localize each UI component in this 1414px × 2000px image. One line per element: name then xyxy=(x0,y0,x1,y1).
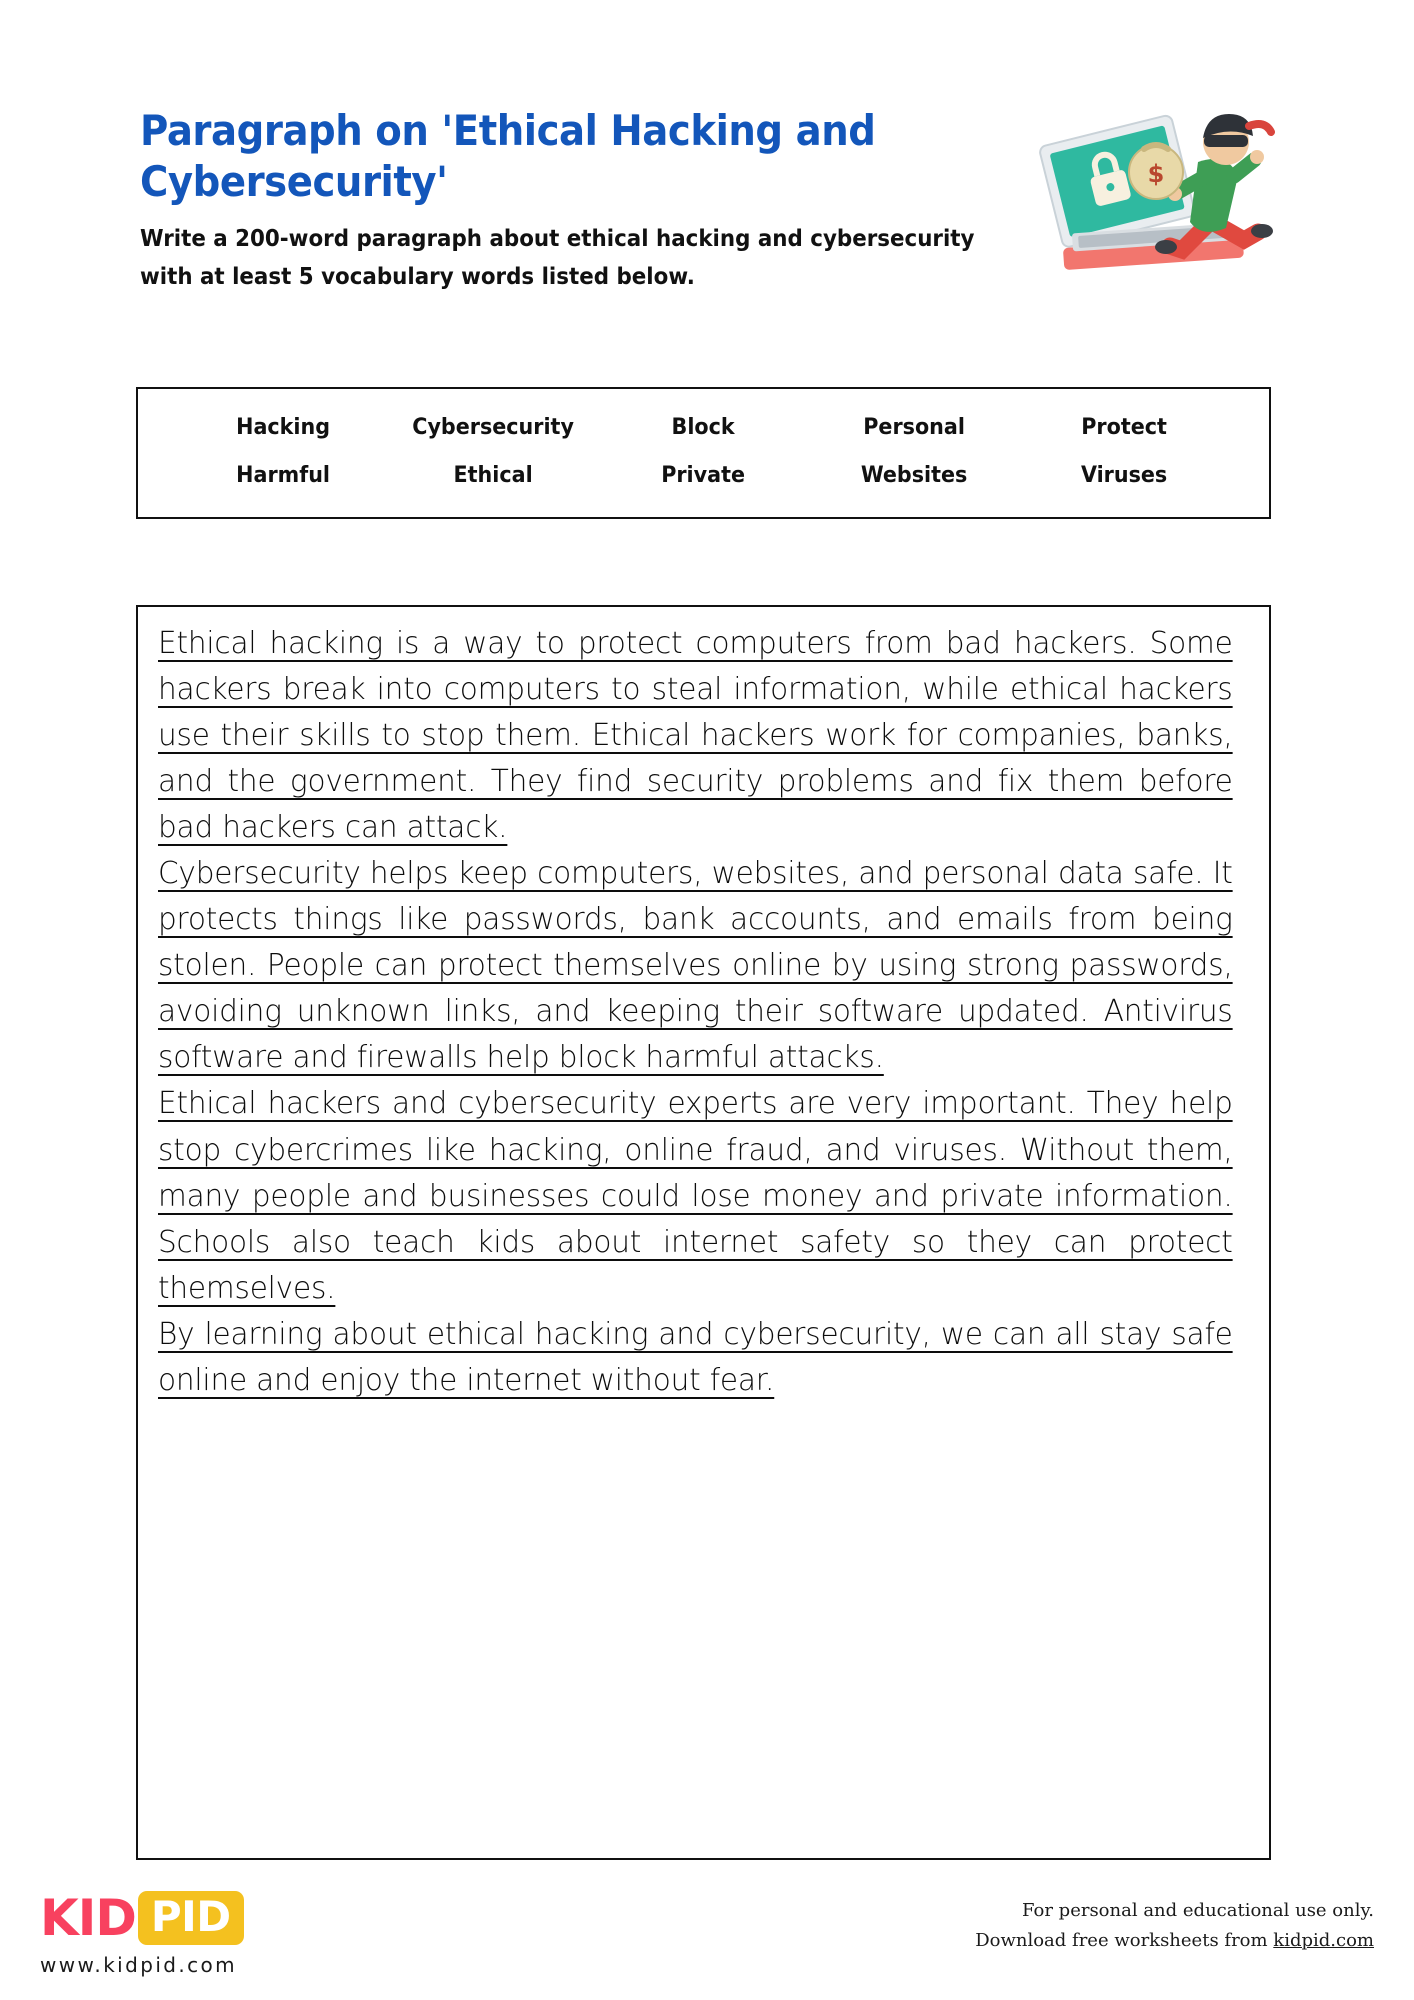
logo-row xyxy=(40,1890,370,1946)
answer-paragraph: Ethical hacking is a way to protect computers from bad hackers. Some hackers break into computers to steal information, while ethical hackers use their skills to stop them. Ethical hackers work for companies, banks, and the government. They find security problems and fix them before bad hackers can attack. xyxy=(158,626,1233,846)
vocabulary-word: Harmful xyxy=(236,462,331,488)
answer-paragraph: Cybersecurity helps keep computers, websites, and personal data safe. It protects things like passwords, bank accounts, and emails from being stolen. People can protect themselves online by using strong passwords, avoiding unknown links, and keeping their software updated. Antivirus software and firewalls help block harmful attacks. xyxy=(158,856,1233,1076)
vocabulary-row xyxy=(160,415,1247,440)
vocabulary-word: Hacking xyxy=(236,414,331,440)
svg-text:$: $ xyxy=(1147,160,1165,188)
vocabulary-box xyxy=(136,387,1271,519)
worksheet-instruction: Write a 200-word paragraph about ethical hacking and cybersecurity with at least 5 vocabulary words listed below. xyxy=(140,226,975,290)
kidpid-logo[interactable] xyxy=(40,1890,370,1977)
kidpid-link[interactable]: kidpid.com xyxy=(1273,1929,1374,1951)
money-bag-icon xyxy=(1129,145,1183,199)
vocabulary-word: Cybersecurity xyxy=(412,414,575,440)
vocabulary-row xyxy=(160,463,1247,488)
vocabulary-word: Ethical xyxy=(453,462,533,488)
logo-url-text: www.kidpid.com xyxy=(40,1953,238,1977)
vocabulary-word: Protect xyxy=(1081,414,1167,440)
vocabulary-word: Viruses xyxy=(1080,462,1168,488)
worksheet-header xyxy=(140,105,1040,296)
hacker-laptop-illustration xyxy=(1030,100,1330,295)
footer-note-line2 xyxy=(975,1926,1374,1956)
vocabulary-word: Private xyxy=(661,462,746,488)
footer-notes xyxy=(975,1896,1374,1955)
answer-box[interactable] xyxy=(136,605,1271,1860)
hacker-laptop-icon xyxy=(1030,100,1330,295)
answer-paragraph: Ethical hackers and cybersecurity experts are very important. They help stop cybercrimes like hacking, online fraud, and viruses. Without them, many people and businesses could lose money and private information. Schools also teach kids about internet safety so they can protect themselves. xyxy=(158,1086,1233,1306)
vocabulary-word: Websites xyxy=(860,462,967,488)
page-footer xyxy=(0,1880,1414,2000)
footer-note-line1: For personal and educational use only. xyxy=(1022,1900,1374,1921)
answer-paragraph: By learning about ethical hacking and cybersecurity, we can all stay safe online and enjoy the internet without fear. xyxy=(158,1316,1233,1398)
vocabulary-word: Block xyxy=(671,414,736,440)
logo-pid-text: PID xyxy=(138,1891,244,1945)
page-title: Paragraph on 'Ethical Hacking and Cybersecurity' xyxy=(140,106,876,207)
vocabulary-word: Personal xyxy=(862,414,965,440)
logo-kid-text: KID xyxy=(40,1889,136,1947)
footer-note-prefix: Download free worksheets from xyxy=(975,1929,1274,1951)
